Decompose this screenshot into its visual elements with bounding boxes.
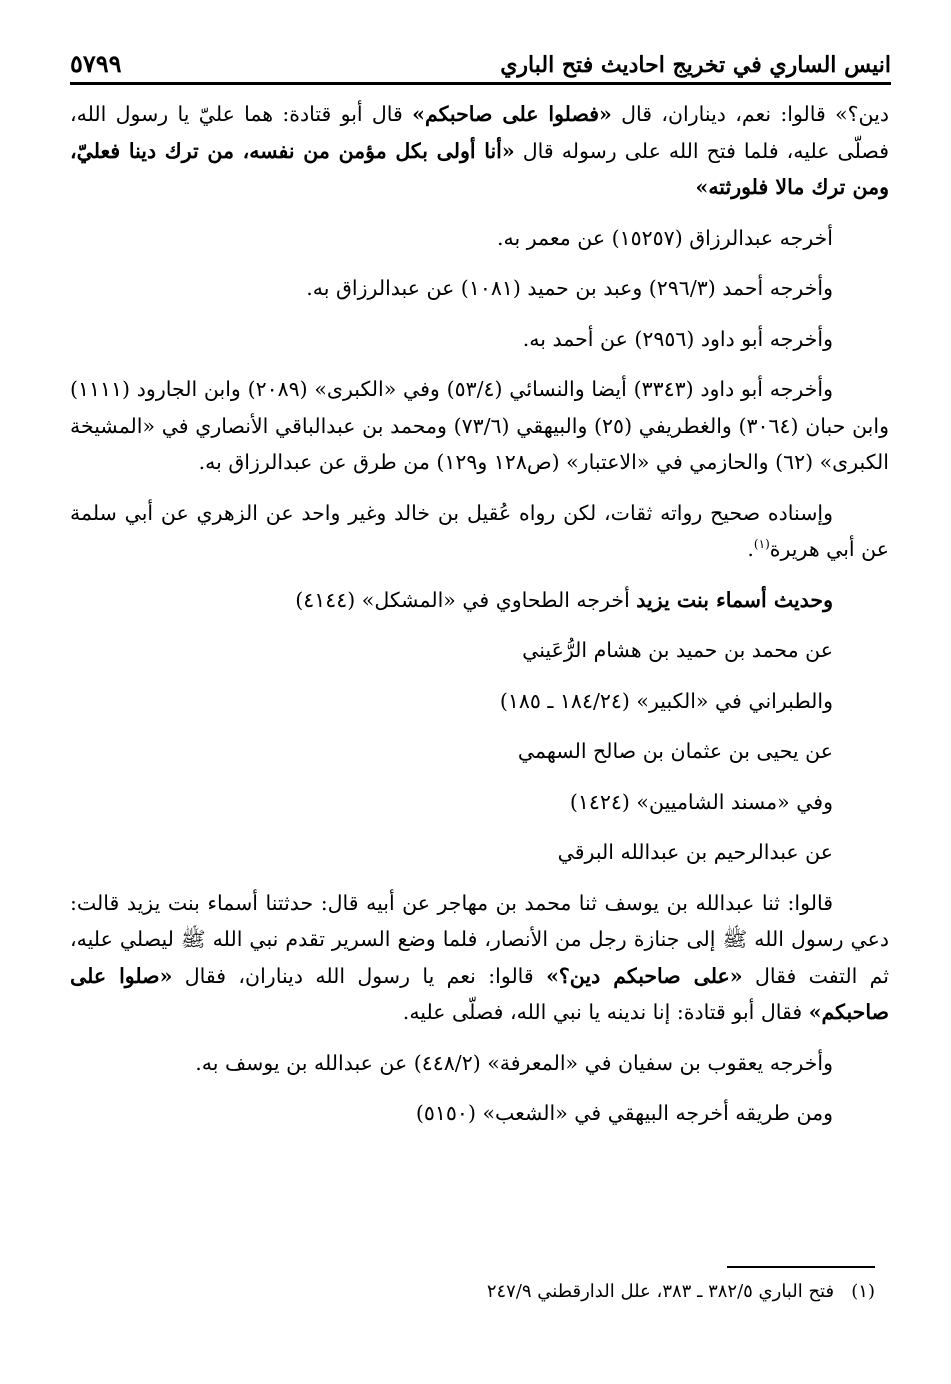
page-number: ٥٧٩٩ <box>70 49 122 78</box>
text-span: وإسناده صحيح رواته ثقات، لكن رواه عُقيل بن خالد وغير واحد عن الزهري عن أبي سلمة عن أبي هريرة <box>70 500 889 561</box>
takhrij-line: والطبراني في «الكبير» (١٨٤/٢٤ ـ ١٨٥) <box>499 688 833 713</box>
page-body <box>70 96 889 1146</box>
takhrij-line: وأخرجه يعقوب بن سفيان في «المعرفة» (٤٤٨/٢) عن عبدالله بن يوسف به. <box>195 1050 833 1075</box>
footnote <box>487 1278 875 1306</box>
footnote-text: فتح الباري ٣٨٢/٥ ـ ٣٨٣، علل الدارقطني ٢٤٧/٩ <box>486 1281 835 1302</box>
chain-line: عن محمد بن حميد بن هشام الرُّعَيني <box>522 638 833 662</box>
takhrij-line: ومن طريقه أخرجه البيهقي في «الشعب» (٥١٥٠) <box>415 1101 833 1125</box>
chain-line: عن يحيى بن عثمان بن صالح السهمي <box>517 739 833 763</box>
hadith-asma-heading <box>70 582 889 619</box>
text-span: قال أبو قتادة: هما عليّ يا رسول الله، فصلّى عليه، فلما فتح الله على رسوله قال <box>70 102 889 163</box>
prophetic-quote: «على صاحبكم دين؟» <box>546 963 743 988</box>
paragraph-hadith-ending <box>70 96 889 206</box>
hadith-text <box>70 885 889 1031</box>
takhrij-line: وأخرجه أبو داود (٢٩٥٦) عن أحمد به. <box>522 326 833 351</box>
prophetic-quote: «أنا أولى بكل مؤمن من نفسه، من ترك دينا فعليّ، ومن ترك مالا فلورثته» <box>70 138 889 199</box>
prophetic-quote: «فصلوا على صاحبكم» <box>412 102 612 126</box>
takhrij-line: أخرجه عبدالرزاق (١٥٢٥٧) عن معمر به. <box>496 225 833 250</box>
text-span: قالوا: ثنا عبدالله بن يوسف ثنا محمد بن مهاجر عن أبيه قال: حدثتنا أسماء بنت يزيد قالت: دعي رسول الله ﷺ إلى جنازة رجل من الأنصار، فلما وضع السرير تقدم نبي الله ﷺ ليصلي عليه، ثم التفت فقال <box>70 890 889 988</box>
footnote-divider <box>727 1266 875 1268</box>
footnote-reference: (١) <box>753 537 770 552</box>
text-span: . <box>747 537 754 561</box>
text-span: دين؟» قالوا: نعم، ديناران، قال <box>611 102 889 126</box>
takhrij-paragraph: وأخرجه أبو داود (٣٣٤٣) أيضا والنسائي (٥٣/٤) وفي «الكبرى» (٢٠٨٩) وابن الجارود (١١١١) وابن حبان (٣٠٦٤) والغطريفي (٢٥) والبيهقي (٧٣/٦) ومحمد بن عبدالباقي الأنصاري في «المشيخة الكبرى» (٦٢) والحازمي في «الاعتبار» (ص١٢٨ و١٢٩) من طرق عن عبدالرزاق به. <box>70 377 889 474</box>
chain-line: عن عبدالرحيم بن عبدالله البرقي <box>557 840 833 864</box>
text-span: فقال أبو قتادة: إنا ندينه يا نبي الله، فصلّى عليه. <box>402 1000 809 1024</box>
text-span: أخرجه الطحاوي في «المشكل» (٤١٤٤) <box>295 587 637 612</box>
hadith-title: وحديث أسماء بنت يزيد <box>636 587 833 612</box>
takhrij-line: وفي «مسند الشاميين» (١٤٢٤) <box>569 789 833 814</box>
page-header <box>70 38 891 85</box>
running-title: انيس الساري في تخريج احاديث فتح الباري <box>500 52 891 78</box>
isnad-assessment <box>70 495 889 568</box>
footnote-number: (١) <box>851 1281 875 1302</box>
prophetic-quote: «صلوا على صاحبكم» <box>70 963 889 1024</box>
text-span: قالوا: نعم يا رسول الله ديناران، فقال <box>172 963 547 988</box>
takhrij-line: وأخرجه أحمد (٢٩٦/٣) وعبد بن حميد (١٠٨١) عن عبدالرزاق به. <box>306 276 833 300</box>
